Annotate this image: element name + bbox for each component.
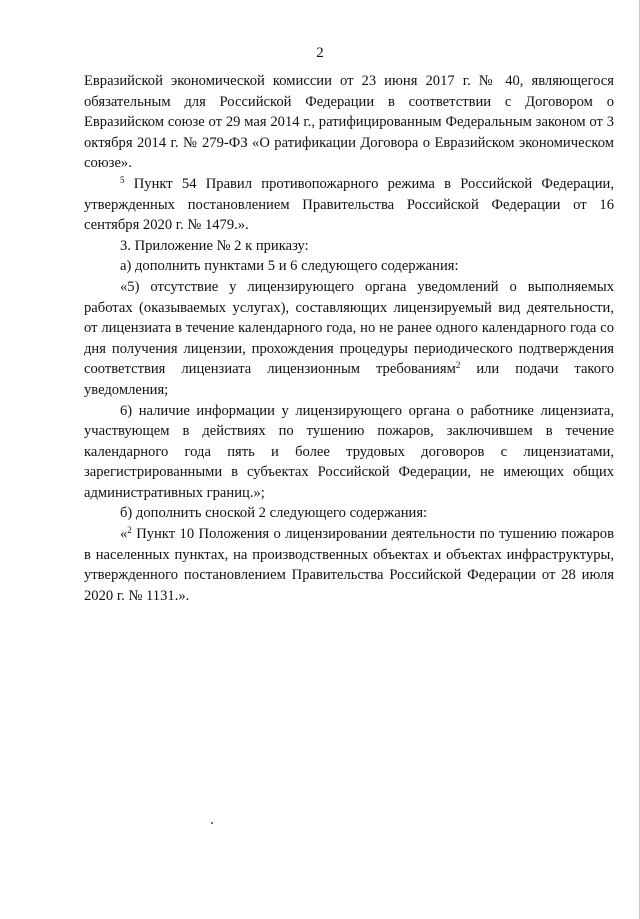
paragraph-commission-reference [84,71,614,174]
footnote-2 [84,524,614,606]
paragraph-item-a [84,256,614,277]
quote-open: « [120,526,128,543]
paragraph-text: Пункт 10 Положения о лицензировании деятельности по тушению пожаров в населенных пунктах, на производственных объектах и объектах инфраструктуры, утвержденного постановлением Правительства Российской Федерации от 28 июля 2020 г. № 1131.». [84,526,614,604]
paragraph-text-continued: или подачи такого уведомления; [84,361,614,398]
paragraph-text: «5) отсутствие у лицензирующего органа уведомлений о выполняемых работах (оказываемых услугах), составляющих лицензируемый вид деятельности, от лицензиата в течение календарного года, но не ранее одного календарного года со дня получения лицензии, прохождения процедуры периодического подтверждения соответствия лицензиата лицензионным требованиям [84,278,614,378]
footnote-marker: 2 [455,360,461,371]
paragraph-point-5 [84,277,614,401]
paragraph-text: Евразийской экономической комиссии от 23 июня 2017 г. № 40, являющегося обязательным для Российской Федерации в соответствии с Договором о Евразийском союзе от 29 мая 2014 г., ратифицированным Федеральным законом от 3 октября 2014 г. № 279-ФЗ «О ратификации Договора о Евразийском экономическом союзе». [84,73,614,172]
footnote-5 [84,174,614,236]
paragraph-text: Пункт 54 Правил противопожарного режима в Российской Федерации, утвержденных постановлением Правительства Российской Федерации от 16 сентября 2020 г. № 1479.». [84,175,614,234]
document-body [84,71,614,606]
paragraph-point-6 [84,401,614,504]
footnote-marker: 2 [127,525,132,536]
paragraph-text: а) дополнить пунктами 5 и 6 следующего содержания: [120,258,459,275]
footnote-marker: 5 [120,174,125,185]
scan-speck [211,822,213,824]
paragraph-item-b [84,503,614,524]
paragraph-text: 6) наличие информации у лицензирующего органа о работнике лицензиата, участвующем в действиях по тушению пожаров, заключившем в течение календарного года пять и более трудовых договоров с лицензиатами, зарегистрированными в субъектах Российской Федерации, не имеющих общих административных границ.»; [84,402,614,501]
paragraph-item-3 [84,236,614,257]
paragraph-text: б) дополнить сноской 2 следующего содержания: [120,505,428,522]
paragraph-text: 3. Приложение № 2 к приказу: [120,237,309,254]
page-number: 2 [316,45,324,61]
